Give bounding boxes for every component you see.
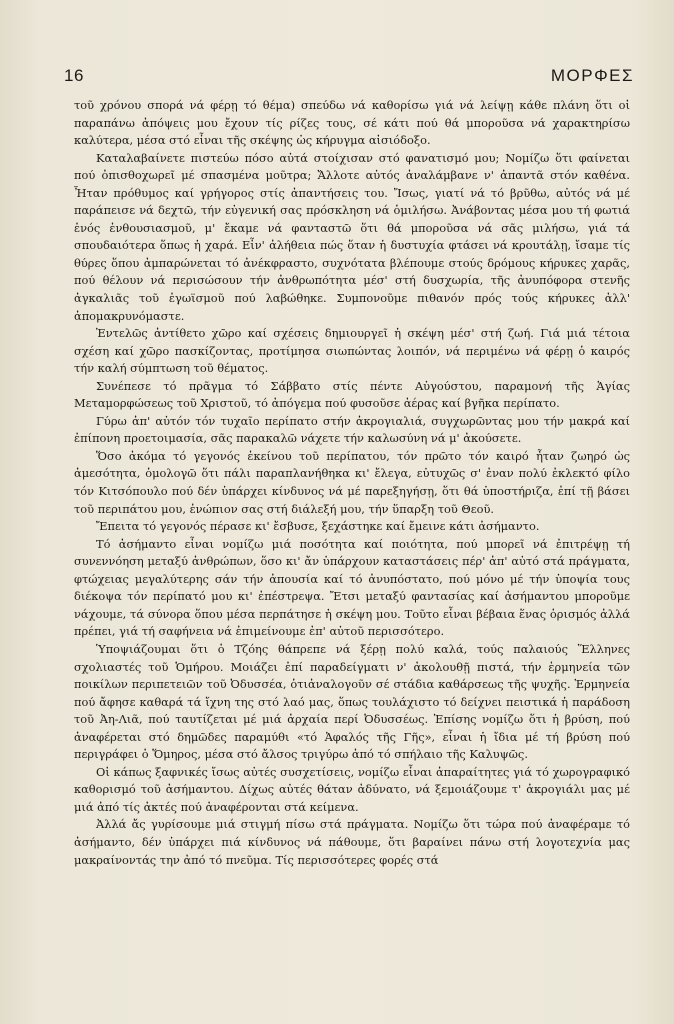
paragraph: Ἀλλά ἄς γυρίσουμε μιά στιγμή πίσω στά πράγματα. Νομίζω ὅτι τώρα πού ἀναφέραμε τό ἀσήμαντο, δέν ὑπάρχει πιά κίνδυνος νά πάθουμε, ὅτι βαραίνει πάνω στή λογοτεχνία μας μακραίνοντάς την ἀπό τό πνεῦμα. Τίς περισσότερες φορές στά: [74, 817, 630, 867]
paragraph: Οἱ κάπως ξαφνικές ἴσως αὐτές συσχετίσεις, νομίζω εἶναι ἀπαραίτητες γιά τό χωρογραφικό καθορισμό τοῦ ἀσήμαντου. Δίχως αὐτές θάταν ἀδύνατο, νά ξεμοιάζουμε τ' ἀκρογιάλι μας μέ μιά ἀπό τίς ἀκτές πού ἀναφέρονται στά κείμενα.: [74, 764, 630, 814]
paragraph: Ἔπειτα τό γεγονός πέρασε κι' ἔσβυσε, ξεχάστηκε καί ἔμεινε κάτι ἀσήμαντο.: [96, 519, 540, 534]
article-body: [74, 97, 630, 869]
paragraph: Τό ἀσήμαντο εἶναι νομίζω μιά ποσότητα καί ποιότητα, πού μπορεῖ νά ἐπιτρέψῃ τή συνεννόηση μεταξύ ἀνθρώπων, ὅσο κι' ἄν ὑπάρχουν καταστάσεις πέρ' ἀπ' αὐτό στά πράγματα, φτώχειας μεγαλύτερης σάν τήν ἀπουσία καί τό ἀνυπόστατο, πού μόνο μέ τήν ὑποψία τους διέκοψα τόν περίπατό μου κι' ἐπέστρεψα. Ἔτσι μεταξύ φαντασίας καί ἀσήμαντου μποροῦμε νάχουμε, τά σύνορα ὅπου μέσα περπάτησε ἡ σκέψη μου. Τοῦτο εἶναι βέβαια ἕνας ὁρισμός ἀλλά πρέπει, γιά τή σαφήνεια νά ἐπιμείνουμε ἐπ' αὐτοῦ περισσότερο.: [74, 536, 630, 639]
journal-title: ΜΟΡΦΕΣ: [550, 66, 634, 85]
paragraph: Ὑποψιάζουμαι ὅτι ὁ Τζόης θάπρεπε νά ξέρῃ πολύ καλά, τούς παλαιούς Ἕλληνες σχολιαστές τοῦ Ὁμήρου. Μοιάζει ἐπί παραδείγματι ν' ἀκολουθῇ πιστά, τήν ἑρμηνεία τῶν ποικίλων περιπετειῶν τοῦ Ὀδυσσέα, ὁτιἀναλογοῦν σέ στάδια καθάρσεως τῆς ψυχῆς. Ἑρμηνεία πού ἄφησε καθαρά τά ἴχνη της στό λαό μας, ὅπως τουλάχιστο τό δείχνει πειστικά ἡ παράδοση τοῦ Ἀη-Λιᾶ, πού ταυτίζεται μέ μιά ἀρχαία περί Ὀδυσσέως. Ἐπίσης νομίζω ὅτι ἡ βρύση, πού ἀναφέρεται στό δημῶδες παραμύθι «τό Ἀφαλός τῆς Γῆς», εἶναι ἡ ἴδια μέ τή βρύση πού περιγράφει ὁ Ὅμηρος, μέσα στό ἄλσος τριγύρω ἀπό τό σπήλαιο τῆς Καλυψῶς.: [74, 641, 630, 762]
paragraph: Γύρω ἀπ' αὐτόν τόν τυχαῖο περίπατο στήν ἀκρογιαλιά, συγχωρῶντας μου τήν μακρά καί ἐπίπονη προετοιμασία, σᾶς παρακαλῶ νάχετε τήν καλωσύνη νά μ' ἀκούσετε.: [74, 413, 630, 446]
paragraph: Ἐντελῶς ἀντίθετο χῶρο καί σχέσεις δημιουργεῖ ἡ σκέψη μέσ' στή ζωή. Γιά μιά τέτοια σχέση καί χῶρο πασκίζοντας, προτίμησα σιωπώντας λοιπόν, νά περιμένω νά φέρῃ ὁ καιρός τήν καλή σύμπτωση τοῦ θέματος.: [74, 326, 630, 376]
page-header: [64, 58, 634, 92]
paragraph: Καταλαβαίνετε πιστεύω πόσο αὐτά στοίχισαν στό φανατισμό μου; Νομίζω ὅτι φαίνεται πού ὀπισθοχωρεῖ μέ σπασμένα μοῦτρα; Ἄλλοτε αὐτός ἀναλάμβανε ν' ἀπαντᾶ στόν καθένα. Ἦταν πρόθυμος καί γρήγορος στίς ἀπαντήσεις του. Ἴσως, γιατί νά τό βρῦθω, αὐτός νά μέ παράπεισε νά δεχτῶ, τήν εὐγενική σας πρόσκληση νά ὁμιλήσω. Ἀνάβοντας μέσα μου τή φωτιά ἑνός ἐνθουσιασμοῦ, μ' ἔκαμε νά φανταστῶ ὅτι θά μποροῦσα νά σᾶς μιλήσω, γιά τά σπουδαιότερα ὅπως ἡ χαρά. Εἶν' ἀλήθεια πώς ὅταν ἡ δυστυχία φτάσει νά κρουτάλῃ, ἴσαμε τίς θύρες ὅπου ἀμπαρώνεται τό ἀνέκφραστο, συχνότατα βλέπουμε στούς δρόμους κήρυκες χαρᾶς, πού θέλουν νά περισώσουν τήν ἀνθρωπότητα μέσ' στή δυσχωρία, τῆς ἀνυπόφορα στενῆς ἀγκαλιᾶς τοῦ ἐγωϊσμοῦ πού λαβώθηκε. Συμπονοῦμε πιθανόν πρός τούς κήρυκες ἀλλ' ἀπομακρυνόμαστε.: [74, 150, 630, 323]
paragraph: Ὅσο ἀκόμα τό γεγονός ἐκείνου τοῦ περίπατου, τόν πρῶτο τόν καιρό ἦταν ζωηρό ὡς ἀμεσότητα, ὁμολογῶ ὅτι πάλι παραπλανήθηκα κι' ἔλεγα, εὐτυχῶς σ' ἐναν πολύ ἐκλεκτό φίλο τόν Κιτσόπουλο πού δέν ὑπάρχει κίνδυνος νά μέ παρεξηγήσῃ, ὅτι θά ὑποστήριζα, ἐπί τῇ βάσει τοῦ περιπάτου μου, ἐνώπιον σας στή διάλεξή μου, τήν ὕπαρξη τοῦ Θεοῦ.: [74, 448, 630, 516]
page-number: 16: [64, 66, 84, 85]
paragraph: τοῦ χρόνου σπορά νά φέρῃ τό θέμα) σπεύδω νά καθορίσω γιά νά λείψῃ κάθε πλάνη ὅτι οἱ παραπάνω ἀπόψεις μου ἔχουν τίς ρίζες τους, σέ κάτι πού θά μποροῦσα νά χαρακτηρίσω καλύτερα, μέσα στό εἶναι τῆς σκέψης ὡς κήρυγμα αἰσιόδοξο.: [74, 98, 630, 148]
paragraph: Συνέπεσε τό πρᾶγμα τό Σάββατο στίς πέντε Αὐγούστου, παραμονή τῆς Ἁγίας Μεταμορφώσεως τοῦ Χριστοῦ, τό ἀπόγεμα πού φυσοῦσε ἀέρας καί βγῆκα περίπατο.: [74, 378, 630, 411]
